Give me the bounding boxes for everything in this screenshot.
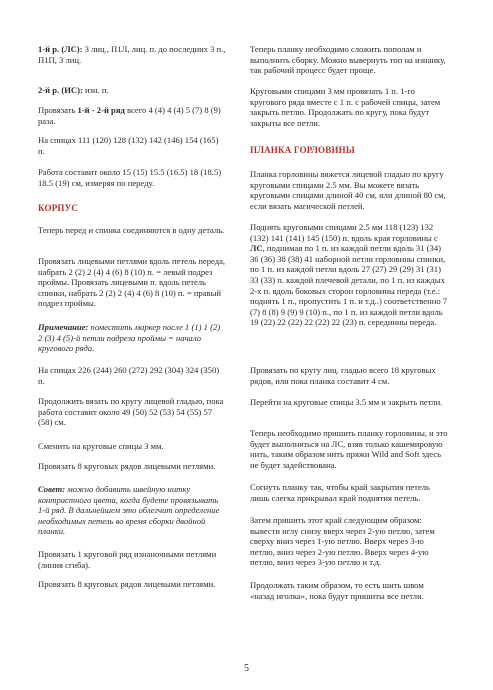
repeat-rows-text-a: Провязать (38, 105, 78, 115)
continue-knitting-paragraph: Продолжить вязать по кругу лицевой гладью, пока работа составит около 49 (50) 52 (53) 54 (55) 57 (58) см. (38, 396, 224, 428)
note-label: Примечание: (38, 322, 89, 332)
bind-off-paragraph: Круговыми спицами 3 мм провязать 1 п. 1-го кругового ряда вместе с 1 п. с рабочей спицы, затем закрыть петлю. Продолжать по кругу, пока будут закрыты все петли. (250, 86, 441, 128)
length-paragraph: Работа составит около 15 (15) 15.5 (16.5) 18 (18.5) 18.5 (19) см, измеряя по переду. (38, 167, 222, 188)
tip-label: Совет: (38, 484, 66, 494)
tip-text: можно добавить швейную нитку контрастного цвета, когда будете провязывать 1-й ряд. В дальнейшем это облегчит определение необходимых петель во время сборки двойной планки. (38, 484, 220, 537)
note-text: поместить маркер после 1 (1) 1 (2) 2 (3) 4 (5)-й петли подреза проймы = начало кругового ряда. (38, 322, 221, 354)
pick-up-text-a: Поднять круговыми спицами 2.5 мм 118 (123) 132 (132) 141 (141) 145 (150) п. вдоль края горловины с (250, 222, 438, 243)
switch-needles-paragraph: Перейти на круговые спицы 3.5 мм и закрыть петли. (250, 397, 443, 407)
knit-neckband-paragraph: Провязать по кругу лиц. гладью всего 18 круговых рядов, или пока планка составит 4 см. (250, 365, 436, 386)
neckband-intro-paragraph: Планка горловины вяжется лицевой гладью по кругу круговыми спицами 2.5 мм. Вы можете вязать круговыми спицами длиной 40 см, или длиной 80 см, если вязать магической петлей. (250, 169, 446, 211)
sewing-method-paragraph: Затем пришить этот край следующим образом: вывести иглу снизу вверх через 2-ую петлю, затем сверху вниз через 1-ую петлю. Вверх через 3-ю петлю, вниз через 2-ую петлю. Вверх через 4-ую петлю, вниз через 3-ую петлю и т.д. (250, 515, 435, 568)
stitch-count-paragraph: На спицах 111 (120) 128 (132) 142 (146) 154 (165) п. (38, 135, 219, 156)
repeat-rows-paragraph (38, 105, 226, 126)
fold-neckband-paragraph: Согнуть планку так, чтобы край закрытия петель лишь слегка прикрывал край поднятия петель. (250, 482, 430, 503)
knit-8-rounds-final-paragraph: Провязать 8 круговых рядов лицевыми петлями. (38, 579, 216, 589)
join-paragraph: Теперь перед и спинка соединяются в одну деталь. (38, 225, 225, 235)
change-needles-paragraph: Сменить на круговые спицы 3 мм. (38, 441, 164, 451)
row-2-text: изн. п. (82, 85, 109, 95)
tip-paragraph (38, 484, 226, 537)
section-heading-korpus: КОРПУС (38, 203, 79, 213)
pick-up-stitches-paragraph (250, 222, 450, 328)
backstitch-paragraph: Продолжать таким образом, то есть шить швом «назад иголка», пока будут пришиты все петли. (250, 580, 424, 601)
fold-hem-paragraph: Теперь планку необходимо сложить пополам и выполнить сборку. Можно вывернуть топ на изнанку, так рабочий процесс будет проще. (250, 44, 446, 76)
repeat-rows-bold: 1-й - 2-й ряд (77, 105, 125, 115)
knit-8-rounds-paragraph: Провязать 8 круговых рядов лицевыми петлями. (38, 461, 216, 471)
body-stitch-count-paragraph: На спицах 226 (244) 260 (272) 292 (304) 324 (350) п. (38, 365, 220, 386)
repeat-rows-text-b: всего 4 (4) 4 (4) 5 (7) 8 (9) раза. (38, 105, 221, 126)
purl-round-paragraph: Провязать 1 круговой ряд изнаночными петлями (линия сгиба). (38, 549, 217, 570)
row-1-label: 1-й р. (ЛС): (38, 44, 83, 54)
pick-up-bold: ЛС (250, 243, 263, 254)
note-paragraph (38, 322, 226, 354)
row-1-text: 3 лиц., П1Л, лиц. п. до последних 3 п., П1П, 3 лиц. (38, 44, 226, 65)
row-1-instruction (38, 44, 226, 65)
section-heading-neckband: ПЛАНКА ГОРЛОВИНЫ (250, 145, 355, 155)
sew-neckband-paragraph: Теперь необходимо пришить планку горловины, и это будет выполняться на ЛС, взяв только кашемировую нить, таким образом нить пряжи Wild and Soft здесь не будет задействована. (250, 428, 448, 470)
pick-up-text-b: , поднимая по 1 п. из каждой петли вдоль 31 (34) 36 (36) 38 (38) 41 наборной петли горловины спинки, по 1 п. из каждой петли вдоль 27 (27) 29 (29) 31 (31) 33 (33) п. каждой плечевой детали, по 1 п. из каждых 2-х п. вдоль боковых сторон горловины переда (т.е.: поднять 1 п., пропустить 1 п. и т.д..) соответственно 7 (7) 8 (8) 9 (9) 9 (10) п., по 1 п. из каждой петли вдоль 19 (22) 22 (22) 22 (22) 22 (23) п. серединны переда. (250, 243, 448, 328)
row-2-label: 2-й р. (ИС): (38, 85, 83, 95)
page-number: 5 (244, 663, 249, 674)
row-2-instruction (38, 85, 226, 96)
knit-underarm-paragraph: Провязать лицевыми петлями вдоль петель переда, набрать 2 (2) 2 (4) 4 (6) 8 (10) п. = левый подрез проймы. Провязать лицевыми п. вдоль петель спинки, набрать 2 (2) 2 (4) 4 (6) 8 (10) п. = правый подрез проймы. (38, 256, 226, 309)
